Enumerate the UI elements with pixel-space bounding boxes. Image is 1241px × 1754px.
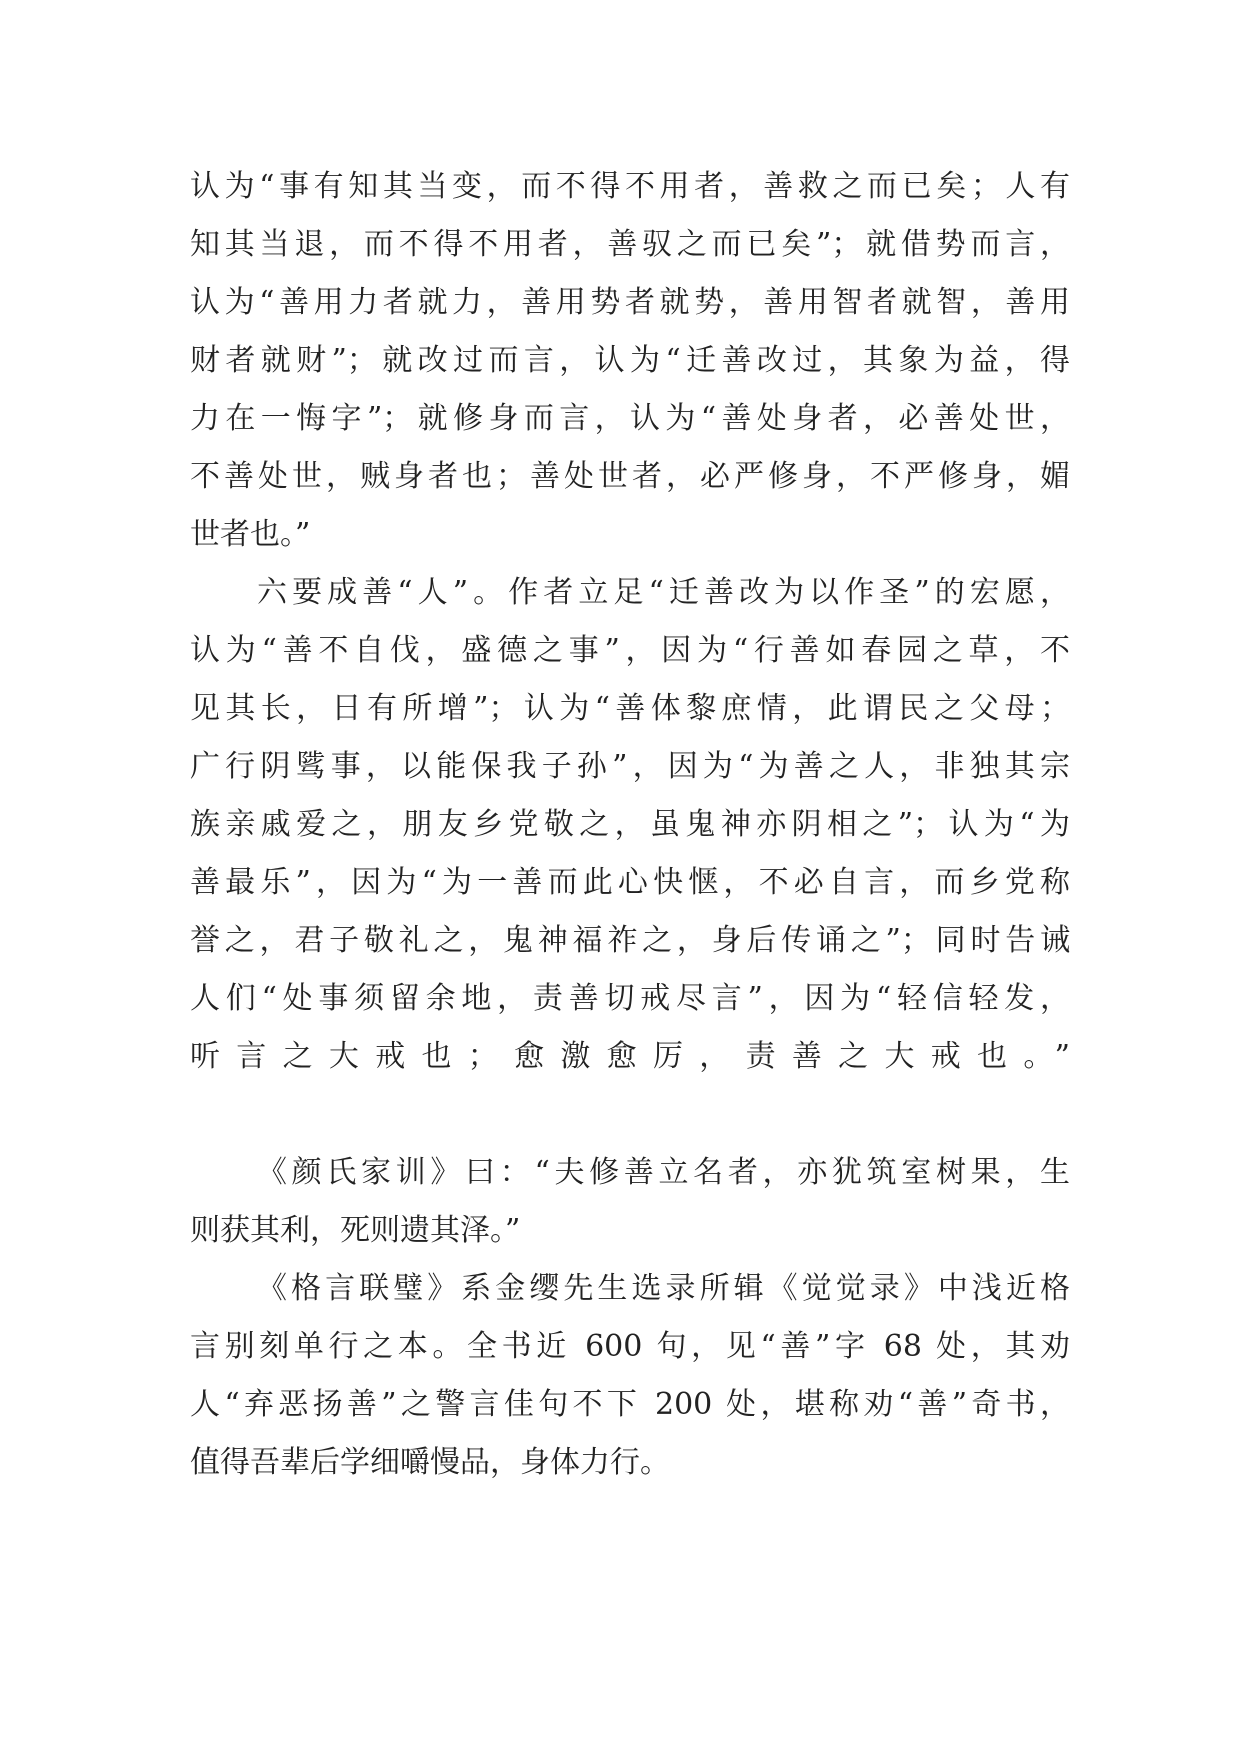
text-line: 六要成善“人”。作者立足“迁善改为以作圣”的宏愿，	[257, 575, 1070, 610]
text-line: 誉之，君子敬礼之，鬼神福祚之，身后传诵之”；同时告诫	[190, 923, 1070, 958]
text-line: 族亲戚爱之，朋友乡党敬之，虽鬼神亦阴相之”；认为“为	[190, 807, 1070, 842]
text-line: 人“弃恶扬善”之警言佳句不下 200 处，堪称劝“善”奇书，	[190, 1387, 1070, 1422]
text-line: 财者就财”；就改过而言，认为“迁善改过，其象为益，得	[190, 343, 1070, 378]
paragraph	[190, 1260, 1070, 1492]
text-line: 知其当退，而不得不用者，善驭之而已矣”；就借势而言，	[190, 227, 1070, 262]
text-line	[190, 1086, 1070, 1144]
paragraph	[190, 564, 1070, 1144]
text-line: 言别刻单行之本。全书近 600 句，见“善”字 68 处，其劝	[190, 1329, 1070, 1364]
text-line: 则获其利，死则遗其泽。”	[190, 1213, 521, 1248]
text-line: 力在一悔字”；就修身而言，认为“善处身者，必善处世，	[190, 401, 1070, 436]
text-line: 不善处世，贼身者也；善处世者，必严修身，不严修身，媚	[190, 459, 1070, 494]
text-line: 认为“善用力者就力，善用势者就势，善用智者就智，善用	[190, 285, 1070, 320]
text-line: 听言之大戒也；愈激愈厉，责善之大戒也。”	[190, 1039, 1070, 1074]
text-line: 《格言联璧》系金缨先生选录所辑《觉觉录》中浅近格	[257, 1271, 1070, 1306]
text-line: 善最乐”，因为“为一善而此心快惬，不必自言，而乡党称	[190, 865, 1070, 900]
text-line: 人们“处事须留余地，责善切戒尽言”，因为“轻信轻发，	[190, 981, 1070, 1016]
paragraph	[190, 158, 1070, 564]
text-line: 认为“事有知其当变，而不得不用者，善救之而已矣；人有	[190, 169, 1070, 204]
text-line: 广行阴骘事，以能保我子孙”，因为“为善之人，非独其宗	[190, 749, 1070, 784]
text-line: 《颜氏家训》曰：“夫修善立名者，亦犹筑室树果，生	[257, 1155, 1070, 1190]
text-line: 认为“善不自伐，盛德之事”，因为“行善如春园之草，不	[190, 633, 1070, 668]
text-line: 世者也。”	[190, 517, 311, 552]
paragraph	[190, 1144, 1070, 1260]
text-line: 见其长，日有所增”；认为“善体黎庶情，此谓民之父母；	[190, 691, 1070, 726]
text-line: 值得吾辈后学细嚼慢品，身体力行。	[190, 1445, 670, 1480]
body-text	[190, 158, 1070, 1492]
